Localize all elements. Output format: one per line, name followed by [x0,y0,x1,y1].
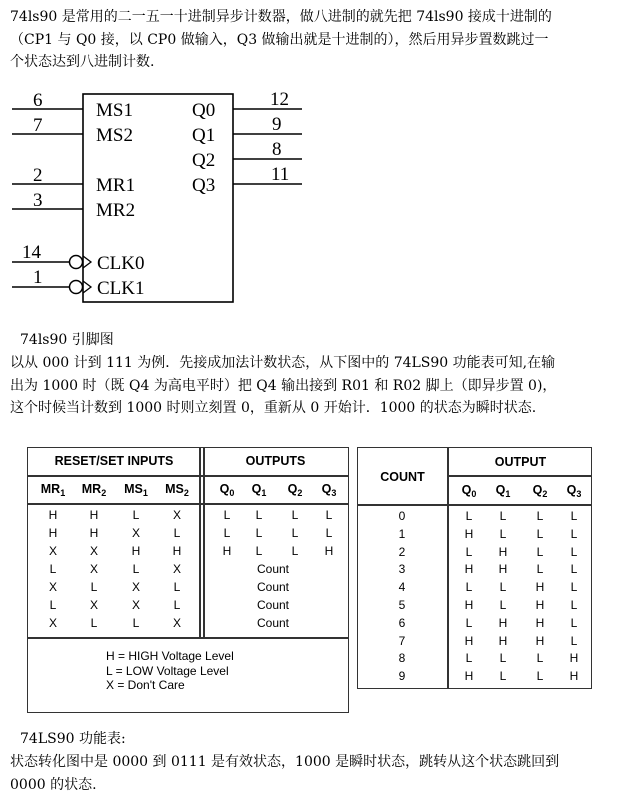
pin-number-1: 1 [33,267,43,288]
count-table-output-cell: H [569,669,579,684]
header-ms2 [158,482,196,498]
function-table-cell: H [172,544,182,558]
function-table-cell: L [132,616,140,630]
intro-line-1: 74ls90 是常用的二一五一十进制异步计数器，做八进制的就先把 74ls90 接成十进制的 [10,9,552,25]
count-table-output-cell: L [570,633,578,648]
pin-diagram-caption: 74ls90 引脚图 [20,332,114,348]
count-header-q2-sub: 2 [542,489,548,499]
count-table-rule-1 [447,475,591,477]
function-table-cell: X [172,562,181,576]
count-table-output-cell: H [464,669,474,684]
function-table-cell: L [325,526,333,540]
pin-label-q2: Q2 [192,150,216,171]
count-table-output-cell: L [499,651,507,666]
count-cell: 0 [398,509,406,523]
count-table-output-cell: H [535,615,545,630]
count-table-output-cell: L [536,669,544,684]
count-header-q2-text: Q [532,483,543,497]
header-mr2-sub: 2 [101,488,107,498]
function-table-cell: X [89,562,98,576]
function-table-cell: L [255,544,263,558]
pin-number-14: 14 [22,242,41,263]
count-header-q3-sub: 3 [576,489,582,499]
function-table-cell: L [90,580,98,594]
header-mr1-sub: 1 [60,488,66,498]
footer-paragraph [10,751,634,796]
pin-diagram [0,88,320,310]
pin-number-3: 3 [33,190,43,211]
function-table-cell: L [223,526,231,540]
function-table-cell: L [132,562,140,576]
count-table-output-cell: L [536,651,544,666]
header-mr1-text: MR [40,482,61,496]
pin-label-q0: Q0 [192,100,216,121]
pin-number-11: 11 [271,164,290,185]
header-ms2-text: MS [165,482,184,496]
count-cell: 4 [398,580,406,595]
function-table-cell: H [89,508,99,522]
legend-low: L = LOW Voltage Level [106,663,229,678]
count-table-output-cell: H [535,598,545,612]
pin-label-q1: Q1 [192,125,216,146]
count-table-output-cell: L [536,562,544,577]
pin-label-ms1: MS1 [96,100,133,121]
header-q2-text: Q [287,482,298,496]
pin-label-q3: Q3 [192,175,216,196]
pin-label-mr2: MR2 [96,200,136,221]
function-table-cell: X [89,544,98,558]
clock-triangle-clk0 [83,256,91,268]
header-ms1 [117,482,155,498]
function-table-rule-1 [28,475,348,477]
function-table-cell: H [89,526,99,540]
count-table-output-cell: L [499,580,507,595]
count-table-output-cell: H [498,633,508,648]
header-q1 [245,482,273,498]
count-table-output-cell: L [499,526,507,541]
body-paragraph [10,352,634,420]
count-cell: 7 [398,633,406,648]
header-mr1 [34,482,72,498]
function-table-cell: X [172,508,181,522]
reset-set-inputs-header: RESET/SET INPUTS [54,454,174,468]
count-table-output-cell: L [570,615,578,630]
function-table-cell: L [255,508,263,522]
function-table-cell: X [89,598,98,612]
function-table-cell: L [291,526,299,540]
function-table-rule-3 [28,637,348,639]
function-table-count-cell: Count [256,580,290,594]
count-table-output-cell: H [464,598,474,612]
count-header-q0-sub: 0 [471,489,477,499]
count-table-output-cell: H [535,633,545,648]
count-header-q0 [455,483,483,499]
function-table-cell: L [291,508,299,522]
count-header-q1-sub: 1 [505,489,511,499]
function-table-cell: X [48,544,57,558]
count-table-output-cell: L [465,615,473,630]
count-header: COUNT [380,470,425,484]
count-table [357,447,592,689]
count-table-output-cell: L [499,598,507,612]
count-header-q1-text: Q [495,483,506,497]
count-table-output-cell: L [499,669,507,684]
header-q3 [315,482,343,498]
count-cell: 2 [398,544,406,559]
count-table-output-cell: L [536,526,544,541]
header-q3-text: Q [321,482,332,496]
intro-paragraph [10,6,634,74]
header-q0-text: Q [219,482,230,496]
count-table-output-cell: L [536,509,544,523]
function-table-cell: X [48,616,57,630]
header-q2-sub: 2 [297,488,303,498]
function-table-cell: X [131,526,140,540]
function-table-count-cell: Count [256,616,290,630]
header-q0-sub: 0 [229,488,235,498]
inversion-bubble-clk0 [70,256,83,269]
function-table-cell: H [48,526,58,540]
count-table-output-cell: H [569,651,579,666]
function-table-legend [106,649,234,693]
legend-dont-care: X = Don't Care [106,678,185,692]
pin-label-mr1: MR1 [96,175,136,196]
count-header-q0-text: Q [461,483,472,497]
output-header: OUTPUT [494,455,547,469]
pin-label-clk1: CLK1 [97,278,145,299]
body-line-1: 以从 000 计到 111 为例．先接成加法计数状态，从下图中的 74LS90 功能表可知,在输 [10,355,556,371]
footer-line-2: 0000 的状态. [10,776,97,793]
function-table-cell: X [172,616,181,630]
header-mr2 [75,482,113,498]
inversion-bubble-clk1 [70,281,83,294]
count-table-output-cell: H [464,526,474,541]
function-table-cell: H [222,544,232,558]
function-table-cell: X [131,598,140,612]
function-table-cell: L [223,508,231,522]
count-table-output-cell: L [465,580,473,595]
count-table-output-cell: H [464,562,474,577]
count-header-q2 [526,483,554,499]
count-table-output-cell: L [499,509,507,523]
body-line-3: 这个时候当计数到 1000 时则立刻置 0，重新从 0 开始计．1000 的状态为瞬时状态. [10,400,537,416]
header-ms1-text: MS [124,482,143,496]
pin-number-8: 8 [272,139,282,160]
pin-number-2: 2 [33,165,43,186]
function-table-cell: L [132,508,140,522]
function-table-cell: H [131,544,141,558]
outputs-header: OUTPUTS [245,454,306,468]
pin-number-9: 9 [272,114,282,135]
function-table-count-cell: Count [256,562,290,576]
function-table [27,447,349,713]
count-table-output-cell: L [465,509,473,523]
intro-line-3: 个状态达到八进制计数. [10,54,155,70]
function-table-caption: 74LS90 功能表: [20,731,126,747]
header-q1-sub: 1 [261,488,267,498]
count-table-output-cell: L [570,598,578,612]
count-table-output-cell: L [570,544,578,559]
count-cell: 6 [398,615,406,630]
clock-triangle-clk1 [83,281,91,293]
function-table-cell: X [48,580,57,594]
body-line-2: 出为 1000 时（既 Q4 为高电平时）把 Q4 输出接到 R01 和 R02 脚上（即异步置 0)， [10,377,557,394]
header-q3-sub: 3 [331,488,337,498]
count-table-output-cell: L [570,526,578,541]
function-table-cell: L [325,508,333,522]
count-table-output-cell: L [465,651,473,666]
count-cell: 9 [398,669,406,684]
pin-number-7: 7 [33,115,43,136]
header-q1-text: Q [251,482,262,496]
function-table-cell: H [324,544,334,558]
header-q2 [281,482,309,498]
function-table-count-cell: Count [256,598,290,612]
count-header-q3-text: Q [566,483,577,497]
header-mr2-text: MR [81,482,102,496]
legend-high: H = HIGH Voltage Level [106,649,234,663]
function-table-cell: L [173,598,181,612]
pin-label-clk0: CLK0 [97,253,145,274]
count-cell: 8 [398,651,406,666]
count-table-output-cell: L [465,544,473,559]
count-header-q1 [489,483,517,499]
intro-line-2: （CP1 与 Q0 接，以 CP0 做输入，Q3 做输出就是十进制的），然后用异步置数跳过一 [10,31,549,48]
count-cell: 1 [398,526,406,541]
count-table-output-cell: L [570,580,578,595]
count-table-output-cell: L [570,562,578,577]
function-table-cell: L [173,526,181,540]
count-table-output-cell: L [570,509,578,523]
count-cell: 5 [398,598,406,612]
function-table-cell: L [291,544,299,558]
pin-number-6: 6 [33,90,43,111]
footer-line-1: 状态转化图中是 0000 到 0111 是有效状态，1000 是瞬时状态，跳转从这个状态跳回到 [10,754,560,770]
count-table-divider [447,448,449,688]
count-table-output-cell: H [464,633,474,648]
function-table-cell: L [49,562,57,576]
function-table-divider-2 [203,448,205,638]
function-table-cell: H [48,508,58,522]
header-q0 [213,482,241,498]
function-table-divider-1 [199,448,201,638]
function-table-cell: L [90,616,98,630]
function-table-cell: L [49,598,57,612]
function-table-rule-2 [28,503,348,505]
function-table-cell: L [173,580,181,594]
count-table-output-cell: H [498,615,508,630]
pin-label-ms2: MS2 [96,125,133,146]
function-table-cell: L [255,526,263,540]
count-header-q3 [560,483,588,499]
count-table-output-cell: H [498,562,508,577]
count-table-output-cell: L [536,544,544,559]
count-table-rule-2 [358,504,591,506]
count-table-output-cell: H [498,544,508,559]
header-ms2-sub: 2 [183,488,189,498]
count-cell: 3 [398,562,406,577]
header-ms1-sub: 1 [142,488,148,498]
function-table-cell: X [131,580,140,594]
count-table-output-cell: H [535,580,545,595]
pin-number-12: 12 [270,89,289,110]
